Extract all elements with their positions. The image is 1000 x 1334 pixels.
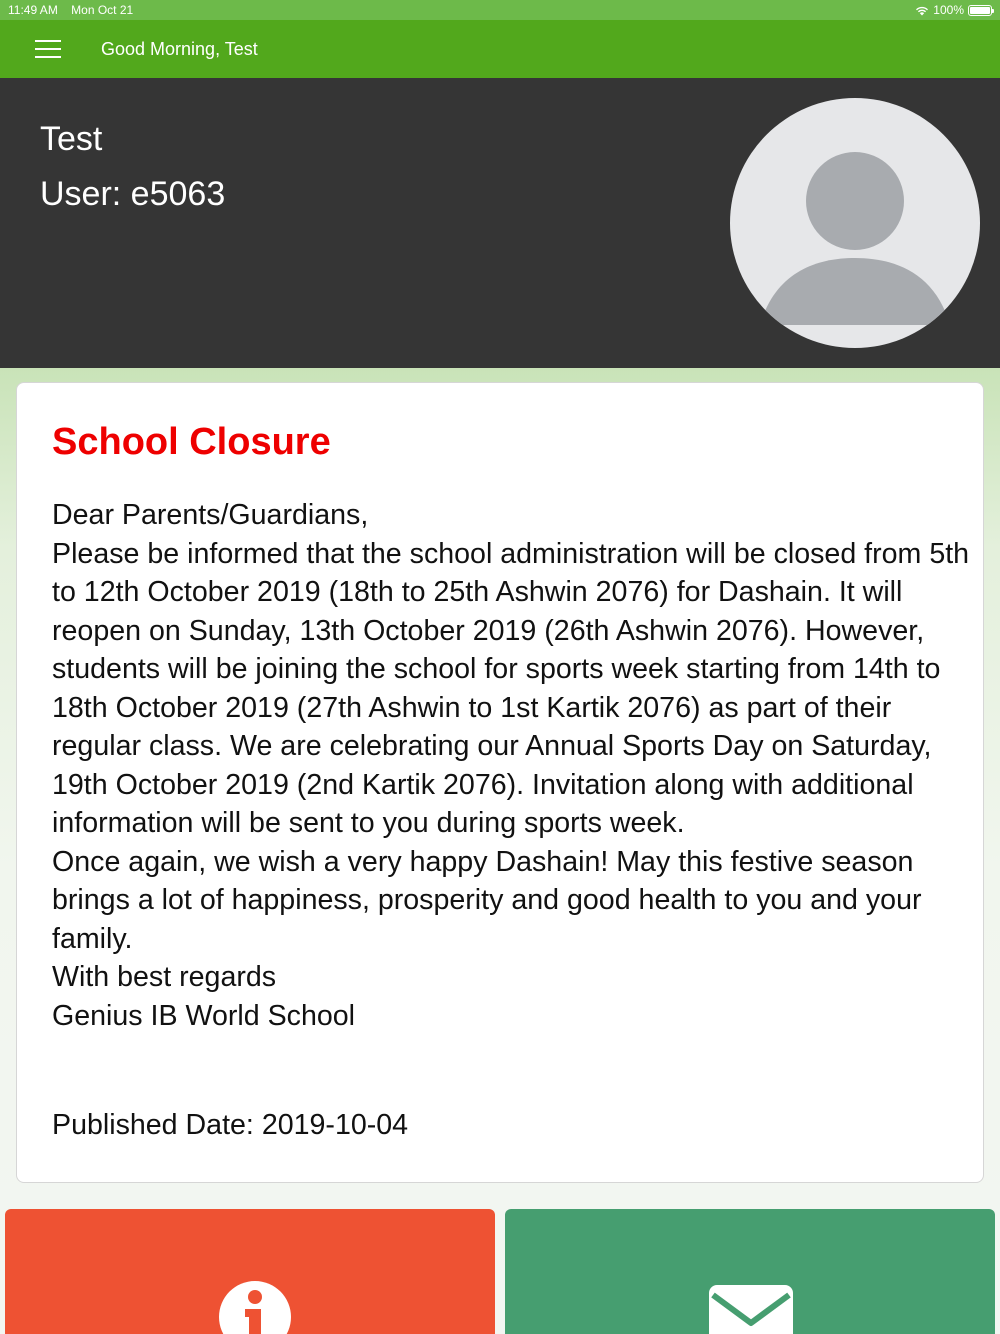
notice-body: Dear Parents/Guardians, Please be informed that the school administration will be closed from 5th to 12th October 2019 (18th to 25th Ashwin 2076) for Dashain. It will reopen on Sunday, 13th October 2019 (26th Ashwin 2076). However, students will be joining the school for sports week starting from 14th to 18th October 2019 (27th Ashwin to 1st Kartik 2076) as part of their regular class. We are celebrating our Annual Sports Day on Saturday, 19th October 2019 (2nd Kartik 2076). Invitation along with additional information will be sent to you during sports week. Once again, we wish a very happy Dashain! May this festive season brings a lot of happiness, prosperity and good health to you and your family. With best regards Genius IB World School	[52, 499, 970, 1032]
status-right	[915, 3, 992, 17]
envelope-icon	[707, 1283, 795, 1334]
wifi-icon	[915, 5, 929, 16]
hamburger-menu-icon[interactable]	[35, 40, 61, 58]
status-date: Mon Oct 21	[71, 3, 134, 17]
info-icon	[217, 1279, 293, 1334]
status-bar	[0, 0, 1000, 20]
battery-fill	[970, 7, 990, 14]
menu-button[interactable]	[0, 20, 96, 78]
nav-bar	[0, 20, 1000, 78]
status-time: 11:49 AM	[8, 3, 58, 17]
profile-user-id: User: e5063	[40, 175, 226, 213]
avatar[interactable]	[730, 98, 980, 348]
notice-card[interactable]	[16, 382, 984, 1183]
greeting-title: Good Morning, Test	[101, 38, 258, 59]
status-left	[8, 3, 143, 17]
notice-title: School Closure	[52, 421, 331, 463]
profile-header	[0, 78, 1000, 368]
notice-published-date: Published Date: 2019-10-04	[52, 1109, 409, 1141]
battery-icon	[968, 5, 992, 16]
message-tile[interactable]	[505, 1209, 995, 1334]
user-avatar-icon	[730, 98, 980, 348]
content-area	[0, 368, 1000, 1334]
battery-percent: 100%	[933, 3, 964, 17]
profile-name: Test	[40, 120, 103, 158]
info-tile[interactable]	[5, 1209, 495, 1334]
